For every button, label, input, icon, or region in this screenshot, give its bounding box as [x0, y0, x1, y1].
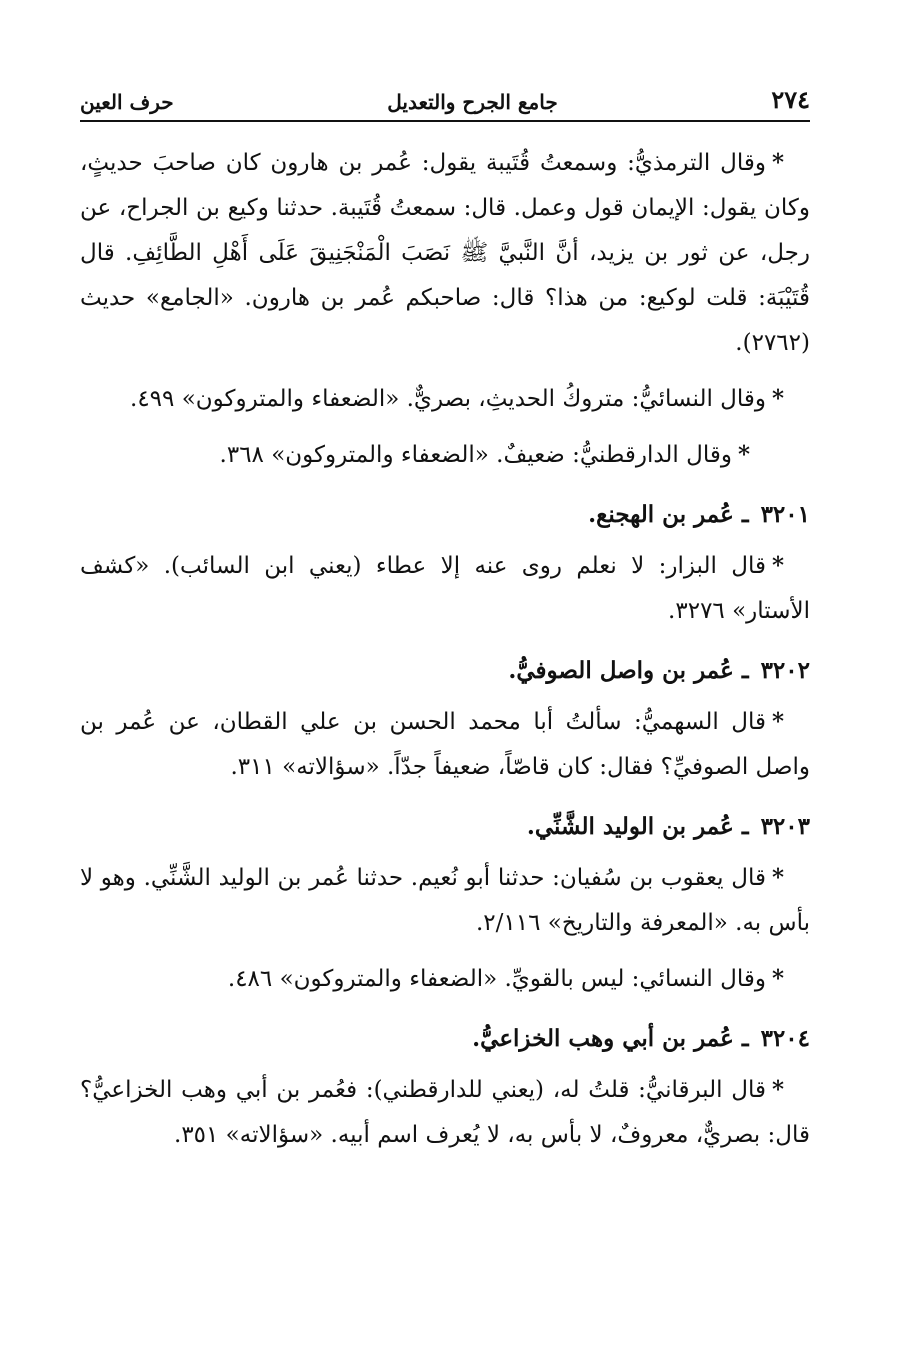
entry-title-3203: ٣٢٠٣ ـ عُمر بن الوليد الشَّنِّي.: [526, 813, 810, 840]
paragraph-daraqutni: *وقال الدارقطنيُّ: ضعيفٌ. «الضعفاء والمتروكون» ٣٦٨.: [219, 441, 750, 468]
bullet-star: *: [771, 864, 784, 891]
bullet-star: *: [771, 708, 784, 735]
paragraph-bazzar: *قال البزار: لا نعلم روى عنه إلا عطاء (يعني ابن السائب). «كشف الأستار» ٣٢٧٦.: [80, 552, 810, 624]
page-number: ٢٧٤: [771, 85, 810, 114]
page-header: [80, 84, 810, 122]
entry-title-3201: ٣٢٠١ ـ عُمر بن الهجنع.: [588, 501, 810, 528]
paragraph-nasai-2: *وقال النسائي: ليس بالقويِّ. «الضعفاء والمتروكون» ٤٨٦.: [227, 965, 784, 992]
paragraph-barqani: *قال البرقانيُّ: قلتُ له، (يعني للدارقطني): فعُمر بن أبي وهب الخزاعيُّ؟ قال: بصريٌّ، معروفٌ، لا بأس به، لا يُعرف اسم أبيه. «سؤالاته» ٣٥١.: [80, 1076, 810, 1148]
document-page: [80, 84, 810, 1168]
book-title: جامع الجرح والتعديل: [387, 90, 558, 114]
bullet-star: *: [737, 441, 750, 468]
page-content: [80, 140, 810, 1158]
entry-title-3204: ٣٢٠٤ ـ عُمر بن أبي وهب الخزاعيُّ.: [472, 1025, 810, 1052]
bullet-star: *: [771, 1076, 784, 1103]
section-title: حرف العين: [80, 90, 174, 114]
bullet-star: *: [771, 385, 784, 412]
paragraph-tirmidhi: *وقال الترمذيُّ: وسمعتُ قُتَيبة يقول: عُمر بن هارون كان صاحبَ حديثٍ، وكان يقول: الإيمان قول وعمل. قال: سمعتُ قُتَيبة. حدثنا وكيع بن الجراح، عن رجل، عن ثور بن يزيد، أنَّ النَّبيَّ ﷺ نَصَبَ الْمَنْجَنِيقَ عَلَى أَهْلِ الطَّائِفِ. قال قُتَيْبَة: قلت لوكيع: من هذا؟ قال: صاحبكم عُمر بن هارون. «الجامع» حديث (٢٧٦٢).: [80, 149, 810, 356]
bullet-star: *: [771, 965, 784, 992]
entry-title-3202: ٣٢٠٢ ـ عُمر بن واصل الصوفيُّ.: [508, 657, 810, 684]
paragraph-yaqub: *قال يعقوب بن سُفيان: حدثنا أبو نُعيم. حدثنا عُمر بن الوليد الشَّنِّي. وهو لا بأس به. «المعرفة والتاريخ» ٢/١١٦.: [80, 864, 810, 936]
bullet-star: *: [771, 149, 784, 176]
paragraph-nasai: *وقال النسائيُّ: متروكُ الحديثِ، بصريٌّ. «الضعفاء والمتروكون» ٤٩٩.: [130, 385, 784, 412]
paragraph-sahmi: *قال السهميُّ: سألتُ أبا محمد الحسن بن علي القطان، عن عُمر بن واصل الصوفيِّ؟ فقال: كان قاصّاً، ضعيفاً جدّاً. «سؤالاته» ٣١١.: [80, 708, 810, 780]
bullet-star: *: [771, 552, 784, 579]
